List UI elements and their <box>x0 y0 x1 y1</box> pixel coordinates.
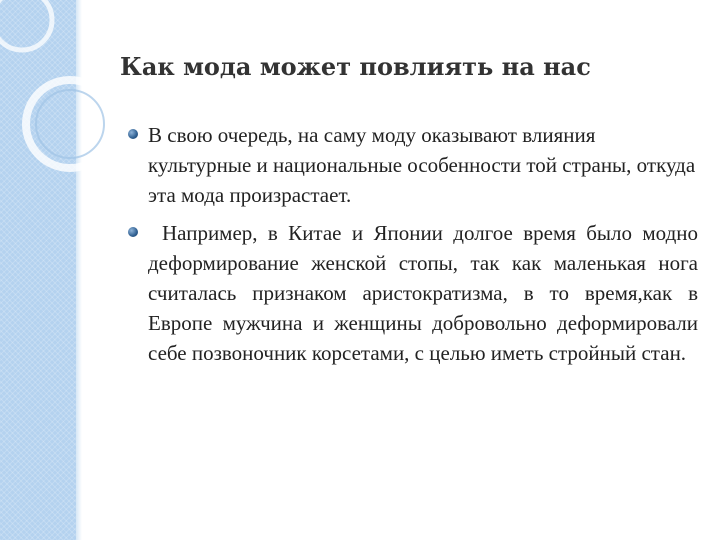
round-bullet-icon <box>128 129 138 139</box>
bullet-list <box>126 120 698 376</box>
round-bullet-icon <box>128 227 138 237</box>
bullet-item <box>126 218 698 368</box>
bullet-text: Например, в Китае и Японии долгое время было модно деформирование женской стопы, так как маленькая нога считалась признаком аристократизма, в то время,как в Европе мужчина и женщины добровольно деформировали себе позвоночник корсетами, с целью иметь стройный стан. <box>148 221 698 365</box>
decorative-rings-icon <box>0 0 140 220</box>
bullet-item <box>126 120 698 210</box>
bullet-text: В свою очередь, на саму моду оказывают влияния культурные и национальные особенности той страны, откуда эта мода произрастает. <box>148 123 696 207</box>
slide-title: Как мода может повлиять на нас <box>120 52 591 81</box>
